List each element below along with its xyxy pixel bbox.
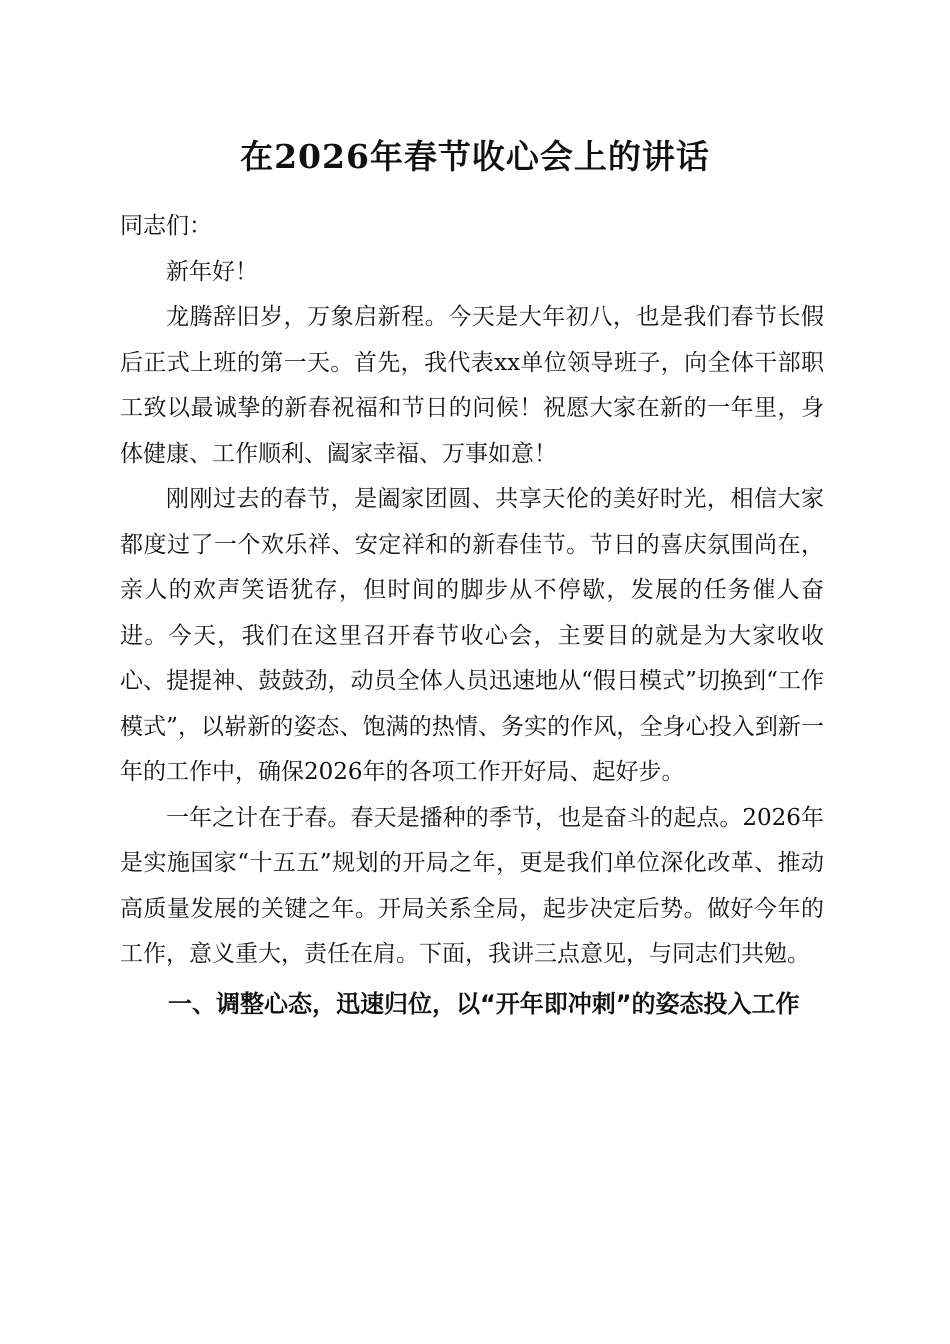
document-body — [120, 204, 824, 1028]
paragraph: 龙腾辞旧岁，万象启新程。今天是大年初八，也是我们春节长假后正式上班的第一天。首先，我代表xx单位领导班子，向全体干部职工致以最诚挚的新春祝福和节日的问候！祝愿大家在新的一年里，身体健康、工作顺利、阖家幸福、万事如意！ — [120, 304, 824, 467]
greeting: 新年好！ — [166, 258, 258, 285]
paragraph: 刚刚过去的春节，是阖家团圆、共享天伦的美好时光，相信大家都度过了一个欢乐祥、安定祥和的新春佳节。节日的喜庆氛围尚在，亲人的欢声笑语犹存，但时间的脚步从不停歇，发展的任务催人奋进。今天，我们在这里召开春节收心会，主要目的就是为大家收收心、提提神、鼓鼓劲，动员全体人员迅速地从“假日模式”切换到“工作模式”，以崭新的姿态、饱满的热情、务实的作风，全身心投入到新一年的工作中，确保2026年的各项工作开好局、起好步。 — [120, 486, 824, 785]
salutation: 同志们： — [120, 213, 212, 239]
paragraph: 一年之计在于春。春天是播种的季节，也是奋斗的起点。2026年是实施国家“十五五”规划的开局之年，更是我们单位深化改革、推动高质量发展的关键之年。开局关系全局，起步决定后势。做好今年的工作，意义重大，责任在肩。下面，我讲三点意见，与同志们共勉。 — [120, 804, 824, 967]
section-heading: 一、调整心态，迅速归位，以“开年即冲刺”的姿态投入工作 — [168, 989, 800, 1018]
page-title: 在2026年春节收心会上的讲话 — [240, 137, 710, 176]
